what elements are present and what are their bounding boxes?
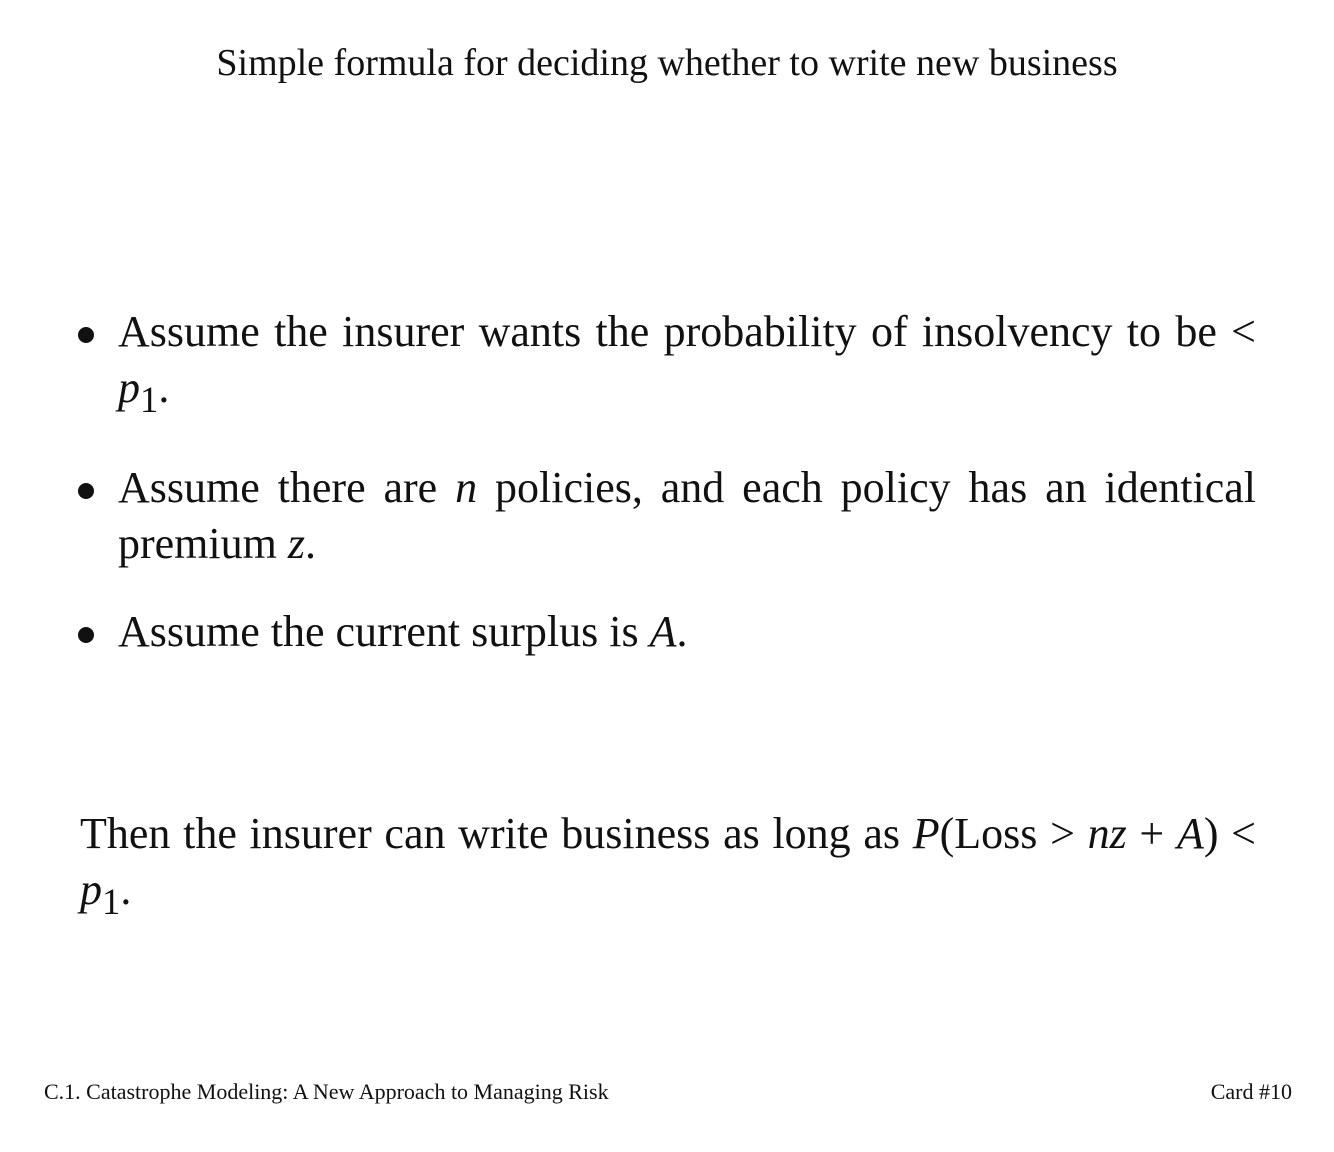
conclusion-text: Then the insurer can write business as long as bbox=[80, 809, 913, 858]
bullet-text: Assume there are bbox=[118, 462, 456, 512]
math-variable: p bbox=[80, 865, 102, 914]
footer-card-number: Card #10 bbox=[1210, 1079, 1292, 1104]
bullet-text: Assume the insurer wants the probability of insolvency to be < bbox=[118, 307, 1256, 356]
footer-course-title: C.1. Catastrophe Modeling: A New Approach to Managing Risk bbox=[44, 1079, 609, 1104]
bullet-icon bbox=[78, 627, 94, 643]
page-title: Simple formula for deciding whether to write new business bbox=[216, 42, 1118, 84]
math-variable: nz bbox=[1087, 809, 1127, 858]
bullet-text: Assume the current surplus is bbox=[118, 606, 650, 656]
bullet-text: . bbox=[158, 363, 170, 412]
math-variable: z bbox=[287, 518, 305, 568]
list-item bbox=[72, 460, 1256, 572]
math-subscript: 1 bbox=[140, 378, 159, 420]
list-item bbox=[72, 304, 1256, 428]
math-variable: P bbox=[912, 809, 940, 858]
list-item bbox=[72, 604, 1256, 660]
conclusion-paragraph bbox=[80, 806, 1256, 930]
conclusion-text: . bbox=[120, 865, 132, 914]
bullet-icon bbox=[78, 327, 94, 343]
bullet-icon bbox=[78, 483, 94, 499]
assumption-list bbox=[72, 304, 1256, 692]
conclusion-text: ) < bbox=[1203, 809, 1256, 858]
bullet-text: . bbox=[304, 518, 316, 568]
math-variable: A bbox=[649, 606, 677, 656]
bullet-text: policies, and each policy has an identical premium bbox=[118, 462, 1256, 568]
bullet-text: . bbox=[676, 606, 688, 656]
conclusion-text: + bbox=[1126, 809, 1177, 858]
conclusion-text: (Loss > bbox=[939, 809, 1088, 858]
math-variable: n bbox=[455, 462, 478, 512]
math-variable: A bbox=[1176, 809, 1204, 858]
math-variable: p bbox=[118, 363, 140, 412]
math-subscript: 1 bbox=[102, 880, 121, 922]
